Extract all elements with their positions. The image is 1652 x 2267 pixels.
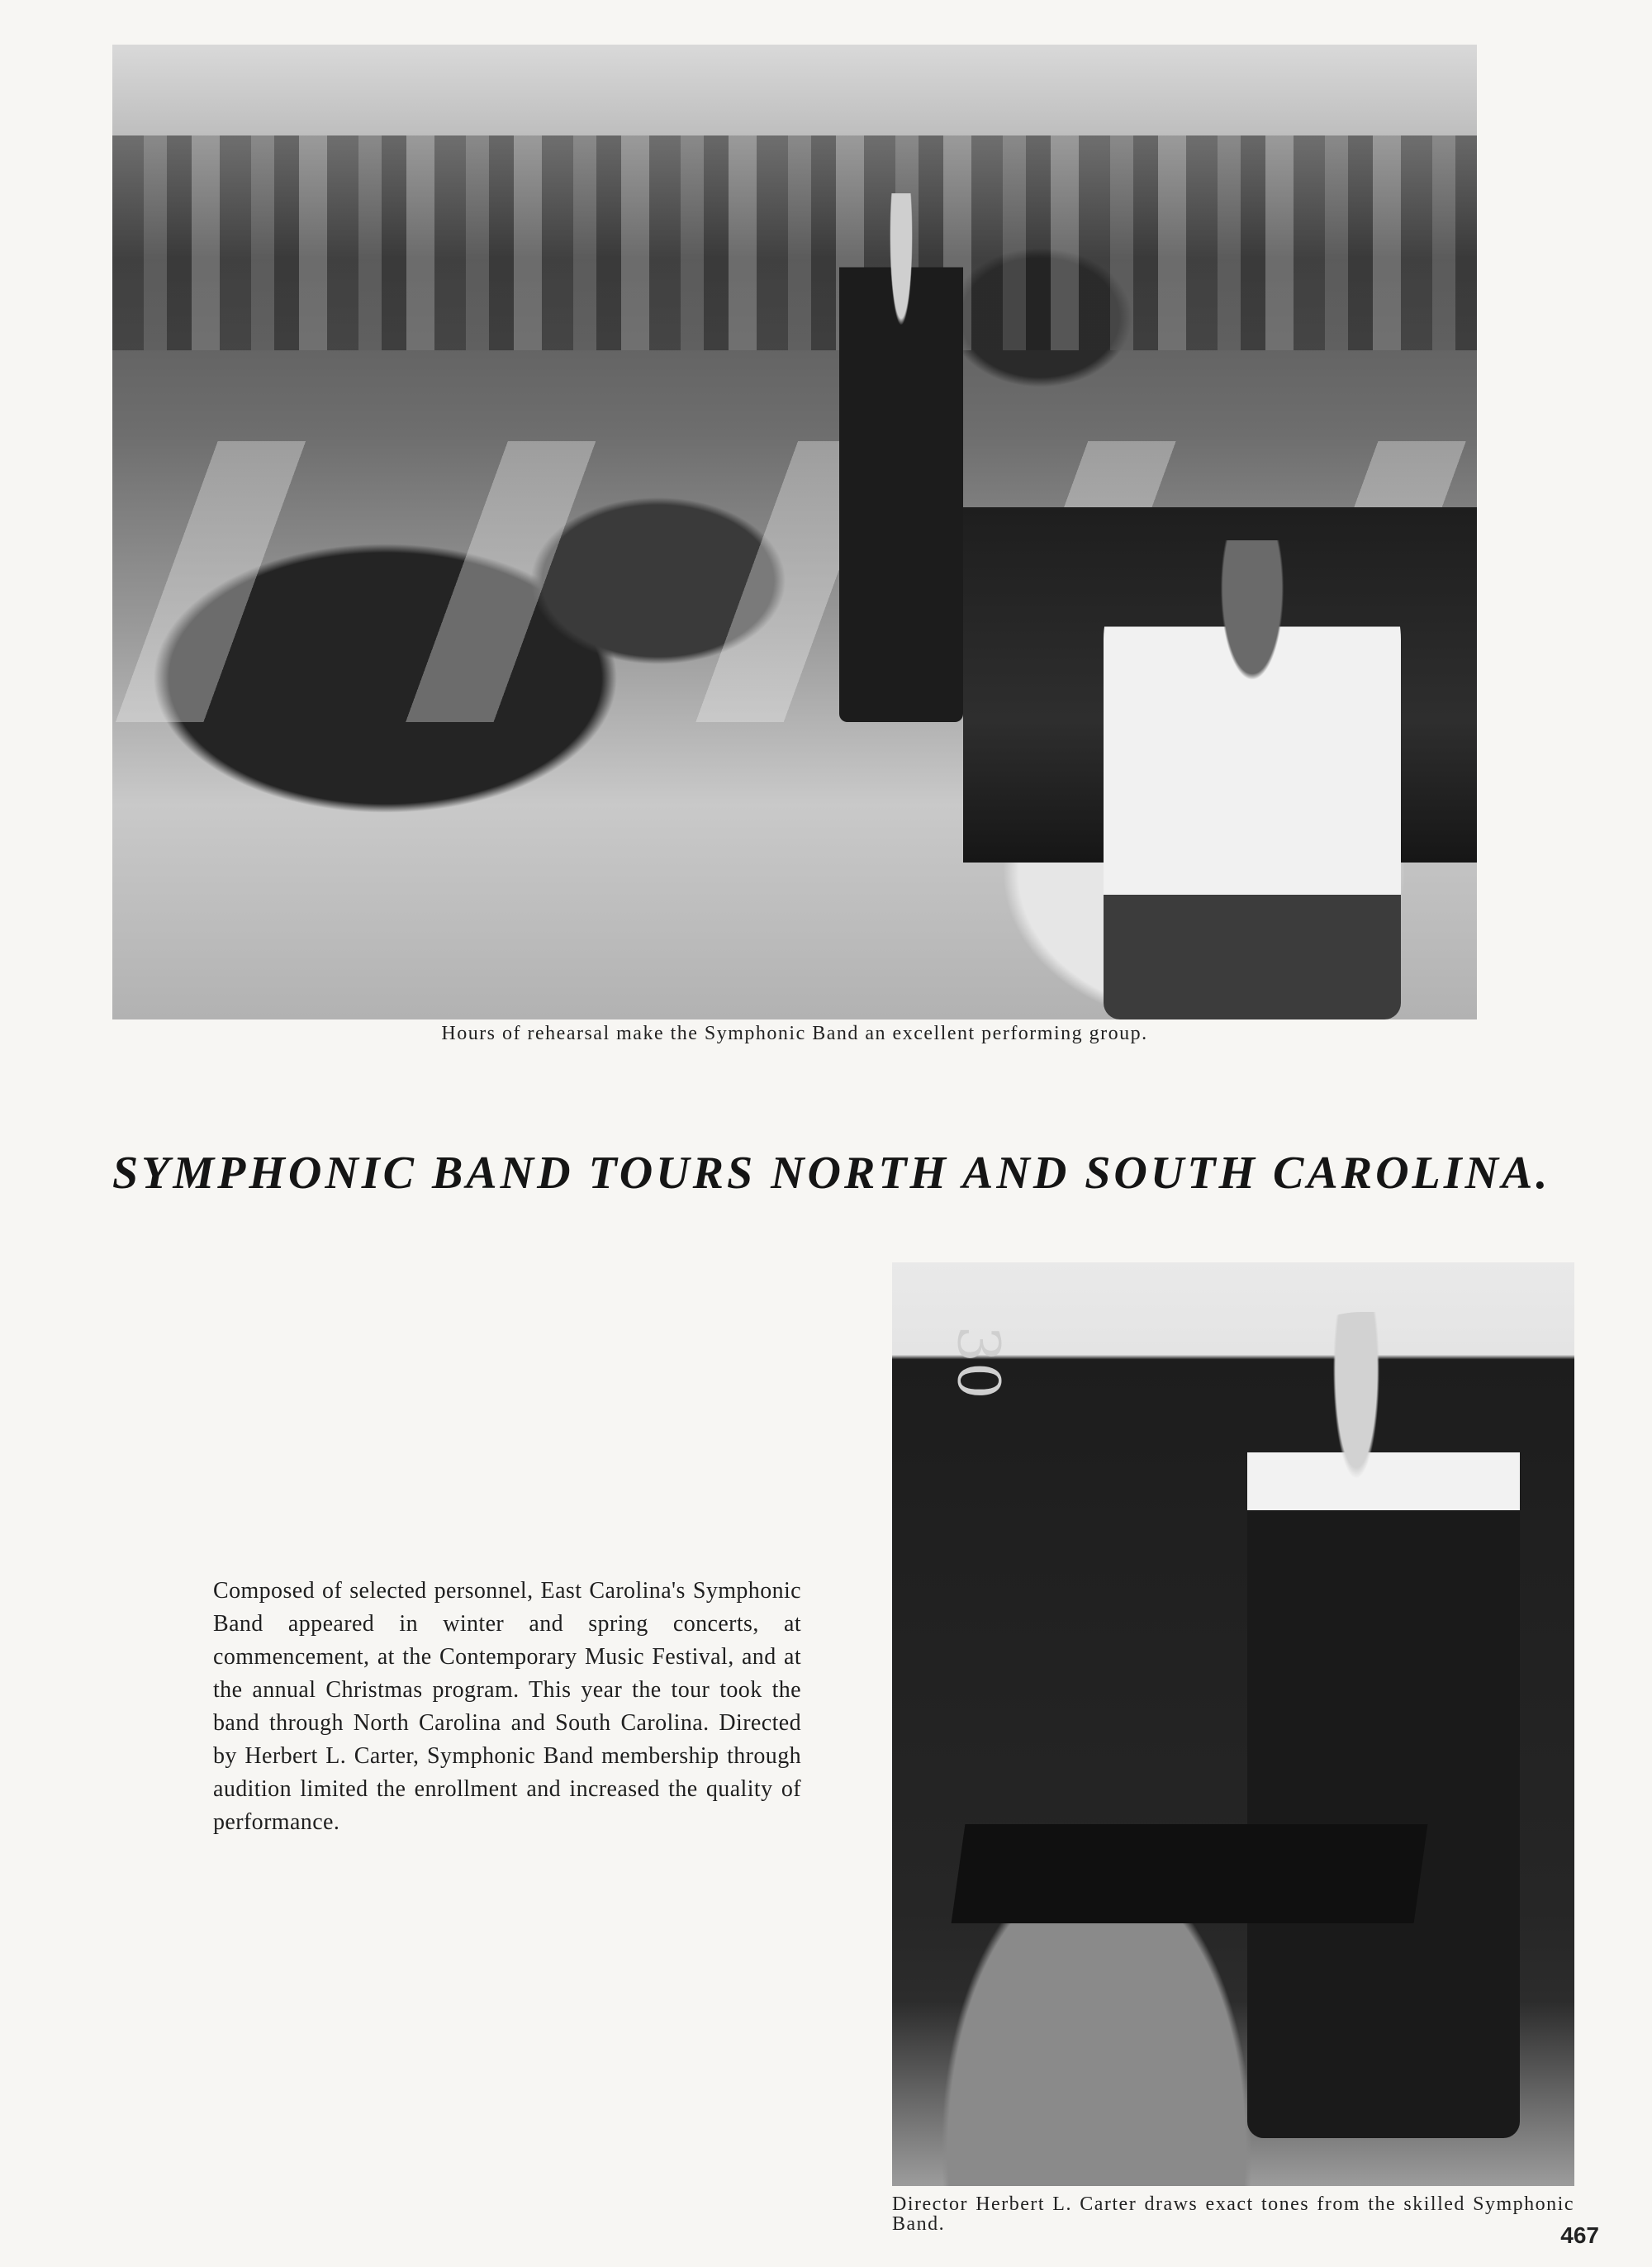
director-photo	[892, 1262, 1574, 2186]
band-members-row	[112, 135, 1477, 350]
student-conductor-figure	[839, 193, 963, 722]
pianist-figure	[1104, 540, 1401, 1019]
band-rehearsal-photo	[112, 45, 1477, 1019]
chalkboard-writing: 30	[944, 1325, 1013, 1400]
page-number: 467	[1560, 2222, 1599, 2248]
page-headline: SYMPHONIC BAND TOURS NORTH AND SOUTH CAROLINA.	[112, 1148, 1551, 1199]
director-figure	[1247, 1312, 1520, 2138]
article-body: Composed of selected personnel, East Carolina's Symphonic Band appeared in winter and spring concerts, at commencement, at the Contemporary Music Festival, and at the annual Christmas program. This year the tour took the band through North Carolina and South Carolina. Directed by Herbert L. Carter, Symphonic Band membership through audition limited the enrollment and increased the quality of performance.	[213, 1578, 801, 1835]
conductor-music-stand	[952, 1824, 1428, 1923]
top-photo-caption: Hours of rehearsal make the Symphonic Band an excellent performing group.	[441, 1023, 1148, 1044]
bottom-photo-caption: Director Herbert L. Carter draws exact tones from the skilled Symphonic Band.	[892, 2193, 1574, 2235]
